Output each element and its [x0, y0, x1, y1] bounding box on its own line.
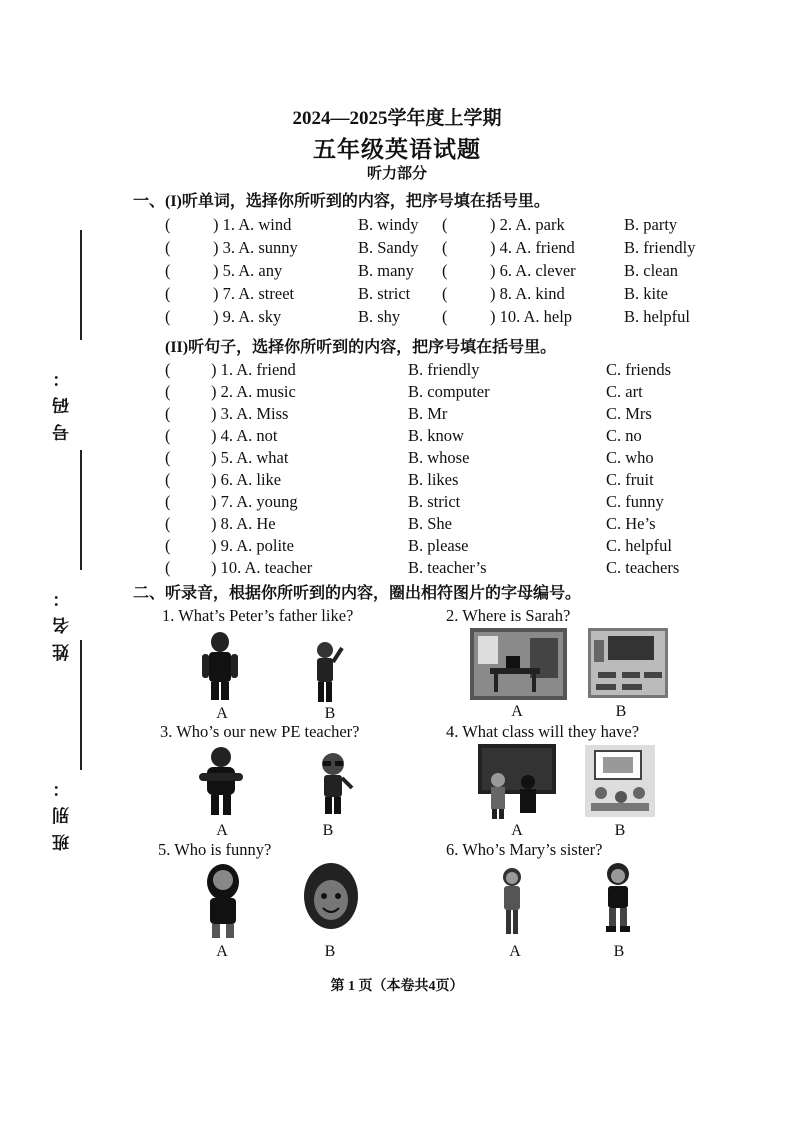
option-a: ) 7. A. street	[213, 284, 295, 303]
class-line	[80, 640, 82, 770]
answer-bracket[interactable]: (	[165, 558, 171, 577]
option-a: ) 9. A. sky	[213, 307, 282, 326]
strong-man-picture[interactable]	[195, 745, 247, 817]
question-4: 4. What class will they have?	[446, 722, 640, 741]
option-a: ) 6. A. like	[211, 470, 282, 489]
answer-bracket[interactable]: (	[165, 238, 171, 257]
answer-bracket[interactable]: (	[165, 307, 171, 326]
option-c: C. no	[606, 426, 642, 445]
option-b: B. kite	[624, 284, 668, 303]
option-b: B. friendly	[408, 360, 480, 379]
name-line	[80, 450, 82, 570]
section-listening-title: 听力部分	[366, 166, 427, 182]
girl-with-long-hair-picture[interactable]	[198, 862, 248, 940]
option-a: ) 2. A. music	[211, 382, 296, 401]
option-a: ) 1. A. friend	[211, 360, 296, 379]
option-b: B. many	[358, 261, 414, 280]
option-c: C. funny	[606, 492, 664, 511]
exam-year-title: 2024—2025学年度上学期	[292, 108, 502, 129]
option-a: ) 9. A. polite	[211, 536, 294, 555]
option-b-label[interactable]: B	[614, 822, 626, 839]
option-c: C. art	[606, 382, 643, 401]
option-c: C. Mrs	[606, 404, 652, 423]
answer-bracket[interactable]: (	[165, 470, 171, 489]
option-a-label[interactable]: A	[216, 943, 228, 960]
option-b: B. friendly	[624, 238, 696, 257]
man-with-glasses-picture[interactable]	[310, 750, 356, 816]
option-c: C. fruit	[606, 470, 654, 489]
teacher-at-blackboard-picture[interactable]	[478, 744, 556, 820]
answer-bracket[interactable]: (	[165, 492, 171, 511]
part1-title: 一、(I)听单词，选择你所听到的内容，把序号填在括号里。	[133, 193, 550, 210]
option-c: C. helpful	[606, 536, 672, 555]
room-with-desk-picture[interactable]	[470, 628, 567, 700]
option-a: ) 8. A. kind	[490, 284, 565, 303]
option-b-label[interactable]: B	[613, 943, 625, 960]
question-6: 6. Who’s Mary’s sister?	[446, 840, 603, 859]
answer-bracket[interactable]: (	[442, 307, 448, 326]
option-b-label[interactable]: B	[615, 703, 627, 720]
short-hair-girl-picture[interactable]	[598, 862, 638, 938]
option-a: ) 8. A. He	[211, 514, 276, 533]
part2-title: (II)听句子，选择你所听到的内容，把序号填在括号里。	[165, 339, 557, 356]
funny-face-girl-picture[interactable]	[303, 862, 359, 940]
number-label: 号码：	[53, 360, 72, 441]
option-b-label[interactable]: B	[324, 943, 336, 960]
answer-bracket[interactable]: (	[165, 426, 171, 445]
option-b: B. Sandy	[358, 238, 419, 257]
option-b: B. likes	[408, 470, 459, 489]
option-a: ) 6. A. clever	[490, 261, 576, 280]
option-a: ) 3. A. sunny	[213, 238, 298, 257]
answer-bracket[interactable]: (	[442, 215, 448, 234]
option-b: B. know	[408, 426, 464, 445]
answer-bracket[interactable]: (	[442, 284, 448, 303]
option-a-label[interactable]: A	[511, 822, 523, 839]
option-b: B. shy	[358, 307, 401, 326]
answer-bracket[interactable]: (	[165, 261, 171, 280]
option-a: ) 1. A. wind	[213, 215, 292, 234]
short-man-waving-picture[interactable]	[305, 640, 345, 704]
option-b: B. party	[624, 215, 678, 234]
name-label: 姓名：	[53, 580, 72, 661]
option-b: B. please	[408, 536, 469, 555]
option-a: ) 2. A. park	[490, 215, 565, 234]
tall-man-in-suit-picture[interactable]	[195, 630, 245, 702]
answer-bracket[interactable]: (	[165, 536, 171, 555]
option-b-label[interactable]: B	[324, 705, 336, 722]
option-b: B. strict	[358, 284, 411, 303]
option-b: B. teacher’s	[408, 558, 487, 577]
answer-bracket[interactable]: (	[165, 360, 171, 379]
option-a: ) 5. A. any	[213, 261, 283, 280]
option-b: B. clean	[624, 261, 679, 280]
option-c: C. who	[606, 448, 654, 467]
question-2: 2. Where is Sarah?	[446, 606, 571, 625]
option-a-label[interactable]: A	[509, 943, 521, 960]
answer-bracket[interactable]: (	[165, 514, 171, 533]
option-a: ) 4. A. friend	[490, 238, 575, 257]
option-a-label[interactable]: A	[511, 703, 523, 720]
question-1: 1. What’s Peter’s father like?	[162, 606, 354, 625]
option-a: ) 5. A. what	[211, 448, 289, 467]
option-b: B. windy	[358, 215, 419, 234]
answer-bracket[interactable]: (	[442, 261, 448, 280]
option-a: ) 10. A. help	[490, 307, 573, 326]
option-c: C. teachers	[606, 558, 680, 577]
option-b: B. Mr	[408, 404, 448, 423]
answer-bracket[interactable]: (	[442, 238, 448, 257]
page-footer: 第 1 页（本卷共4页）	[330, 979, 464, 994]
answer-bracket[interactable]: (	[165, 404, 171, 423]
answer-bracket[interactable]: (	[165, 382, 171, 401]
answer-bracket[interactable]: (	[165, 284, 171, 303]
number-line	[80, 230, 82, 340]
option-a: ) 7. A. young	[211, 492, 298, 511]
question-5: 5. Who is funny?	[158, 840, 272, 859]
option-c: C. friends	[606, 360, 672, 379]
part3-title: 二、听录音，根据你所听到的内容，圈出相符图片的字母编号。	[133, 585, 582, 602]
option-a-label[interactable]: A	[216, 822, 228, 839]
option-b-label[interactable]: B	[322, 822, 334, 839]
option-b: B. helpful	[624, 307, 690, 326]
option-b: B. computer	[408, 382, 490, 401]
class-label: 班别：	[53, 770, 72, 851]
option-b: B. She	[408, 514, 453, 533]
option-b: B. whose	[408, 448, 470, 467]
option-a: ) 10. A. teacher	[211, 558, 313, 577]
exam-title: 五年级英语试题	[313, 137, 481, 162]
option-a: ) 4. A. not	[211, 426, 278, 445]
art-class-picture[interactable]	[585, 745, 655, 817]
option-a: ) 3. A. Miss	[211, 404, 289, 423]
option-a-label[interactable]: A	[216, 705, 228, 722]
question-3: 3. Who’s our new PE teacher?	[160, 722, 360, 741]
answer-bracket[interactable]: (	[165, 448, 171, 467]
girl-with-pigtails-picture[interactable]	[496, 866, 528, 938]
option-b: B. strict	[408, 492, 461, 511]
answer-bracket[interactable]: (	[165, 215, 171, 234]
option-c: C. He’s	[606, 514, 656, 533]
classroom-picture[interactable]	[588, 628, 668, 698]
